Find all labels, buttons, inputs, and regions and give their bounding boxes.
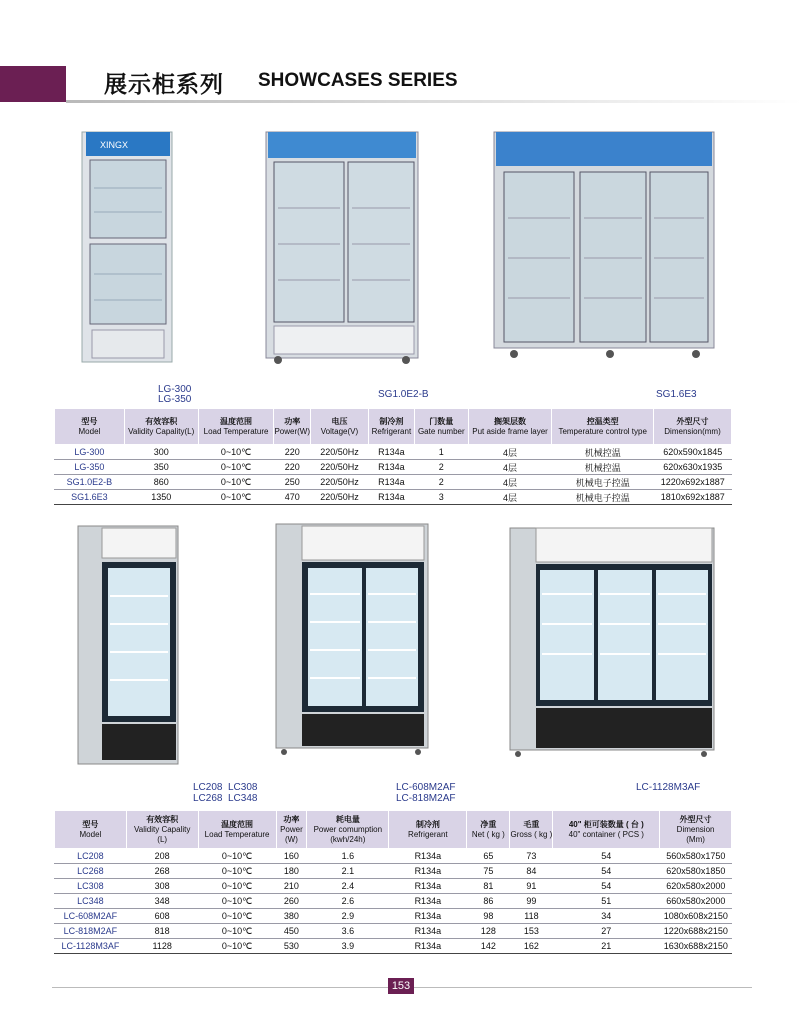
table-cell: 818 <box>126 924 198 939</box>
table-row <box>55 445 732 460</box>
table-cell: 620x580x1850 <box>660 864 732 879</box>
table-row <box>55 924 732 939</box>
table-cell: 1.6 <box>307 849 389 864</box>
table-cell: LC-1128M3AF <box>55 939 127 954</box>
column-header-line: Validity Capality(L) <box>128 426 195 436</box>
table-cell: 99 <box>510 894 553 909</box>
table-cell: 21 <box>553 939 660 954</box>
table-cell: 208 <box>126 849 198 864</box>
column-header-line: Dimension(mm) <box>664 426 721 436</box>
column-header-line: 型号 <box>82 819 99 829</box>
table-cell: LC208 <box>55 849 127 864</box>
column-header-line: 外型尺寸 <box>679 814 712 824</box>
column-header-line: 外型尺寸 <box>676 416 709 426</box>
page-number: 153 <box>388 978 414 994</box>
table-cell: 162 <box>510 939 553 954</box>
table-cell: 300 <box>124 445 198 460</box>
table-cell: 0~10℃ <box>198 460 274 475</box>
column-header-line: Dimension <box>676 824 715 834</box>
table-cell: 0~10℃ <box>198 879 276 894</box>
table-cell: 54 <box>553 864 660 879</box>
column-header-line: 门数量 <box>429 416 454 426</box>
table-cell: 34 <box>553 909 660 924</box>
table-cell: 机械控温 <box>552 445 654 460</box>
column-header-line: Load Temperature <box>204 829 270 839</box>
table-cell: 350 <box>124 460 198 475</box>
column-header-line: 功率 <box>284 416 301 426</box>
photo-lc208 <box>72 522 184 768</box>
table-cell: 1128 <box>126 939 198 954</box>
table-cell: R134a <box>368 445 414 460</box>
table-cell: 1350 <box>124 490 198 505</box>
table-cell: 0~10℃ <box>198 864 276 879</box>
column-header-line: Load Temperature <box>203 426 269 436</box>
spec-table-1 <box>54 408 732 505</box>
table-cell: R134a <box>389 864 467 879</box>
column-header-line: 有效容积 <box>145 416 178 426</box>
column-header <box>660 811 732 849</box>
table-cell: 机械电子控温 <box>552 490 654 505</box>
column-header-line: (Mm) <box>686 834 705 844</box>
table-cell: 153 <box>510 924 553 939</box>
column-header-line: Refrigerant <box>408 829 448 839</box>
table-cell: 118 <box>510 909 553 924</box>
caption-lc348: LC348 <box>228 793 258 804</box>
table-cell: 220 <box>274 445 311 460</box>
column-header-line: 型号 <box>81 416 98 426</box>
column-header-line: 功率 <box>283 814 300 824</box>
table-cell: R134a <box>389 849 467 864</box>
table-row <box>55 460 732 475</box>
column-header <box>276 811 307 849</box>
page-title-en: SHOWCASES SERIES <box>258 70 458 91</box>
table-cell: 0~10℃ <box>198 924 276 939</box>
table-row <box>55 475 732 490</box>
column-header-line: 温度范围 <box>221 819 254 829</box>
table-cell: 81 <box>467 879 510 894</box>
column-header <box>124 409 198 445</box>
table-cell: 91 <box>510 879 553 894</box>
table-cell: LC268 <box>55 864 127 879</box>
table-cell: 98 <box>467 909 510 924</box>
caption-sg1-0e2-b: SG1.0E2-B <box>378 389 429 400</box>
column-header-line: 耗电量 <box>335 814 360 824</box>
table-cell: 1220x688x2150 <box>660 924 732 939</box>
table-cell: 530 <box>276 939 307 954</box>
table-cell: 1 <box>414 445 468 460</box>
table-cell: 0~10℃ <box>198 894 276 909</box>
column-header <box>198 409 274 445</box>
table-cell: 260 <box>276 894 307 909</box>
spec-table-2 <box>54 810 732 954</box>
table-cell: 142 <box>467 939 510 954</box>
table-cell: R134a <box>368 490 414 505</box>
table-cell: 220/50Hz <box>311 490 369 505</box>
column-header-line: 搁架层数 <box>494 416 527 426</box>
column-header-line: 制冷剂 <box>415 819 440 829</box>
table-cell: SG1.0E2-B <box>55 475 125 490</box>
column-header <box>55 811 127 849</box>
table-cell: 73 <box>510 849 553 864</box>
table-cell: 220/50Hz <box>311 445 369 460</box>
column-header <box>126 811 198 849</box>
table-cell: 4层 <box>468 475 552 490</box>
table-cell: LC-818M2AF <box>55 924 127 939</box>
photo-sg1-6e3 <box>490 128 718 364</box>
table-cell: R134a <box>389 894 467 909</box>
table-cell: 3.6 <box>307 924 389 939</box>
photo-sg1-0e2-b <box>262 128 422 368</box>
table-cell: 27 <box>553 924 660 939</box>
column-header <box>389 811 467 849</box>
table-cell: 2 <box>414 460 468 475</box>
column-header <box>274 409 311 445</box>
table-cell: 86 <box>467 894 510 909</box>
header-rule <box>66 100 802 103</box>
table-cell: 220/50Hz <box>311 460 369 475</box>
table-cell: 84 <box>510 864 553 879</box>
table-cell: 0~10℃ <box>198 849 276 864</box>
column-header-line: (W) <box>284 834 298 844</box>
column-header-line: 控温类型 <box>586 416 619 426</box>
table-cell: 2 <box>414 475 468 490</box>
header-accent-bar <box>0 66 66 102</box>
table-cell: LC-608M2AF <box>55 909 127 924</box>
table-cell: 608 <box>126 909 198 924</box>
column-header-line: Put aside frame layer <box>472 426 548 436</box>
table-cell: 210 <box>276 879 307 894</box>
column-header-line: Net ( kg ) <box>471 829 505 839</box>
column-header <box>198 811 276 849</box>
table-cell: LC308 <box>55 879 127 894</box>
column-header <box>55 409 125 445</box>
column-header-line: Voltage(V) <box>320 426 359 436</box>
table-cell: 160 <box>276 849 307 864</box>
column-header <box>368 409 414 445</box>
column-header-line: Gross ( kg ) <box>510 829 553 839</box>
table-cell: 3 <box>414 490 468 505</box>
column-header-line: 40" 柜可装数量 ( 台 ) <box>568 819 644 829</box>
column-header-line: (kwh/24h) <box>330 834 366 844</box>
table-cell: 0~10℃ <box>198 909 276 924</box>
caption-lc308: LC308 <box>228 782 258 793</box>
caption-lc-608m2af: LC-608M2AF <box>396 782 456 793</box>
column-header-line: Refrigerant <box>371 426 412 436</box>
table-cell: 1080x608x2150 <box>660 909 732 924</box>
column-header-line: 电压 <box>331 416 348 426</box>
table-row <box>55 879 732 894</box>
column-header-line: Model <box>78 426 101 436</box>
column-header-line: Power comumption <box>313 824 383 834</box>
column-header <box>307 811 389 849</box>
caption-lc-818m2af: LC-818M2AF <box>396 793 456 804</box>
table-row <box>55 939 732 954</box>
column-header-line: Model <box>79 829 102 839</box>
table-cell: 机械控温 <box>552 460 654 475</box>
table-cell: 380 <box>276 909 307 924</box>
column-header-line: Temperature control type <box>558 426 647 436</box>
column-header <box>311 409 369 445</box>
column-header-line: Gate number <box>417 426 465 436</box>
table-cell: 54 <box>553 879 660 894</box>
table-cell: 2.1 <box>307 864 389 879</box>
table-cell: 470 <box>274 490 311 505</box>
column-header-line: Validity Capality <box>134 824 191 834</box>
table-cell: 620x580x2000 <box>660 879 732 894</box>
table-cell: 0~10℃ <box>198 475 274 490</box>
caption-lc268: LC268 <box>193 793 223 804</box>
caption-lc-1128m3af: LC-1128M3AF <box>636 782 701 793</box>
table-cell: 560x580x1750 <box>660 849 732 864</box>
table-cell: 51 <box>553 894 660 909</box>
table-cell: 0~10℃ <box>198 445 274 460</box>
table-cell: 348 <box>126 894 198 909</box>
table-cell: LG-350 <box>55 460 125 475</box>
table-cell: 54 <box>553 849 660 864</box>
column-header <box>552 409 654 445</box>
table-cell: 4层 <box>468 460 552 475</box>
table-cell: SG1.6E3 <box>55 490 125 505</box>
table-row <box>55 490 732 505</box>
table-cell: 3.9 <box>307 939 389 954</box>
table-cell: R134a <box>389 879 467 894</box>
column-header <box>467 811 510 849</box>
table-cell: 250 <box>274 475 311 490</box>
table-cell: 660x580x2000 <box>660 894 732 909</box>
caption-lc208: LC208 <box>193 782 223 793</box>
table-cell: R134a <box>368 460 414 475</box>
column-header-line: 40" container ( PCS ) <box>568 829 644 839</box>
table-cell: 2.4 <box>307 879 389 894</box>
table-row <box>55 849 732 864</box>
table-cell: R134a <box>389 909 467 924</box>
table-cell: 1810x692x1887 <box>654 490 732 505</box>
caption-sg1-6e3: SG1.6E3 <box>656 389 697 400</box>
table-cell: R134a <box>368 475 414 490</box>
column-header <box>654 409 732 445</box>
table-cell: 268 <box>126 864 198 879</box>
column-header <box>414 409 468 445</box>
table-cell: 2.9 <box>307 909 389 924</box>
table-cell: 860 <box>124 475 198 490</box>
column-header-line: 制冷剂 <box>379 416 404 426</box>
brand-label: XINGX <box>100 140 129 150</box>
column-header <box>510 811 553 849</box>
table-cell: 128 <box>467 924 510 939</box>
table-cell: 220 <box>274 460 311 475</box>
table-cell: 180 <box>276 864 307 879</box>
table-cell: 75 <box>467 864 510 879</box>
table-cell: 1630x688x2150 <box>660 939 732 954</box>
table-cell: 机械电子控温 <box>552 475 654 490</box>
table-cell: R134a <box>389 939 467 954</box>
photo-lc-608m2af <box>272 522 432 756</box>
column-header-line: 温度范围 <box>220 416 253 426</box>
table-cell: 620x590x1845 <box>654 445 732 460</box>
table-row <box>55 909 732 924</box>
table-cell: 0~10℃ <box>198 490 274 505</box>
caption-lg-350: LG-350 <box>158 394 192 405</box>
column-header-line: 净重 <box>480 819 497 829</box>
column-header-line: (L) <box>157 834 168 844</box>
table-cell: 220/50Hz <box>311 475 369 490</box>
column-header <box>468 409 552 445</box>
photo-lc-1128m3af <box>506 524 718 760</box>
table-cell: LG-300 <box>55 445 125 460</box>
table-cell: 450 <box>276 924 307 939</box>
table-cell: 2.6 <box>307 894 389 909</box>
table-cell: LC348 <box>55 894 127 909</box>
caption-lg-300: LG-300 <box>158 384 192 395</box>
table-cell: R134a <box>389 924 467 939</box>
table-row <box>55 894 732 909</box>
table-cell: 308 <box>126 879 198 894</box>
page-title-cn: 展示柜系列 <box>104 71 224 98</box>
column-header-line: Power <box>280 824 303 834</box>
column-header <box>553 811 660 849</box>
table-cell: 4层 <box>468 445 552 460</box>
table-cell: 65 <box>467 849 510 864</box>
table-row <box>55 864 732 879</box>
table-cell: 0~10℃ <box>198 939 276 954</box>
column-header-line: 有效容积 <box>146 814 179 824</box>
column-header-line: 毛重 <box>523 819 540 829</box>
table-cell: 4层 <box>468 490 552 505</box>
table-cell: 620x630x1935 <box>654 460 732 475</box>
photo-lg-300 <box>74 128 178 368</box>
table-cell: 1220x692x1887 <box>654 475 732 490</box>
column-header-line: Power(W) <box>274 426 311 436</box>
